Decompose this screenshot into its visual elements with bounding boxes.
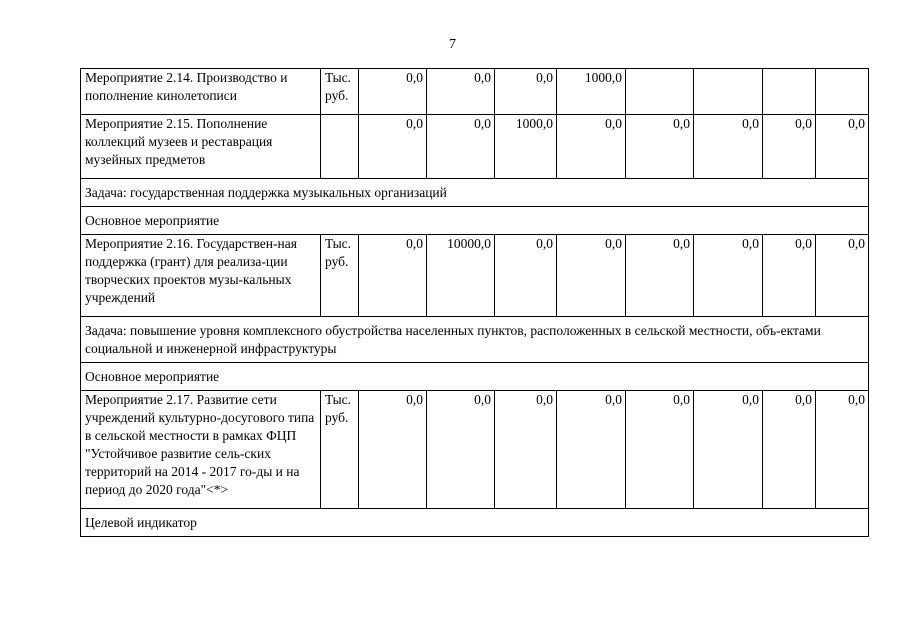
measure-name: Мероприятие 2.16. Государствен-ная поддержка (грант) для реализа-ции творческих проектов музы-кальных учреждений <box>81 235 321 317</box>
page-number: 7 <box>449 37 456 52</box>
value-cell: 0,0 <box>763 235 816 317</box>
value-cell: 0,0 <box>557 235 626 317</box>
value-cell: 1000,0 <box>495 115 557 179</box>
value-cell: 0,0 <box>359 391 427 509</box>
table-body <box>81 69 869 537</box>
measure-name: Мероприятие 2.17. Развитие сети учреждений культурно-досугового типа в сельской местности в рамках ФЦП "Устойчивое развитие сель-ских территорий на 2014 - 2017 го-ды и на период до 2020 года"<*> <box>81 391 321 509</box>
value-cell: 0,0 <box>427 115 495 179</box>
value-cell: 0,0 <box>359 235 427 317</box>
value-cell: 10000,0 <box>427 235 495 317</box>
value-cell <box>694 69 763 115</box>
value-cell: 0,0 <box>427 391 495 509</box>
section-title: Задача: государственная поддержка музыкальных организаций <box>81 179 869 207</box>
value-cell: 0,0 <box>763 391 816 509</box>
value-cell <box>626 69 694 115</box>
section-title: Основное мероприятие <box>81 363 869 391</box>
table-row <box>81 235 869 317</box>
section-row <box>81 363 869 391</box>
section-title: Задача: повышение уровня комплексного обустройства населенных пунктов, расположенных в сельской местности, объ-ектами социальной и инженерной инфраструктуры <box>81 317 869 363</box>
value-cell: 0,0 <box>557 115 626 179</box>
value-cell: 0,0 <box>495 235 557 317</box>
value-cell: 0,0 <box>816 235 869 317</box>
value-cell: 0,0 <box>694 391 763 509</box>
section-row <box>81 207 869 235</box>
section-row <box>81 317 869 363</box>
value-cell: 0,0 <box>626 235 694 317</box>
value-cell: 0,0 <box>495 69 557 115</box>
value-cell: 0,0 <box>816 115 869 179</box>
table-row <box>81 115 869 179</box>
table-row <box>81 391 869 509</box>
value-cell: 0,0 <box>626 391 694 509</box>
value-cell: 0,0 <box>427 69 495 115</box>
value-cell: 0,0 <box>495 391 557 509</box>
value-cell: 0,0 <box>816 391 869 509</box>
value-cell: 1000,0 <box>557 69 626 115</box>
value-cell: 0,0 <box>763 115 816 179</box>
measure-name: Мероприятие 2.15. Пополнение коллекций музеев и реставрация музейных предметов <box>81 115 321 179</box>
measure-name: Мероприятие 2.14. Производство и пополнение кинолетописи <box>81 69 321 115</box>
value-cell <box>816 69 869 115</box>
value-cell: 0,0 <box>694 235 763 317</box>
value-cell: 0,0 <box>359 115 427 179</box>
value-cell: 0,0 <box>557 391 626 509</box>
unit-cell: Тыс. руб. <box>321 69 359 115</box>
value-cell: 0,0 <box>626 115 694 179</box>
section-title: Основное мероприятие <box>81 207 869 235</box>
unit-cell: Тыс. руб. <box>321 391 359 509</box>
value-cell: 0,0 <box>694 115 763 179</box>
section-row <box>81 509 869 537</box>
section-row <box>81 179 869 207</box>
program-measures-table <box>80 68 869 537</box>
unit-cell: Тыс. руб. <box>321 235 359 317</box>
section-title: Целевой индикатор <box>81 509 869 537</box>
value-cell: 0,0 <box>359 69 427 115</box>
table-row <box>81 69 869 115</box>
value-cell <box>763 69 816 115</box>
unit-cell <box>321 115 359 179</box>
